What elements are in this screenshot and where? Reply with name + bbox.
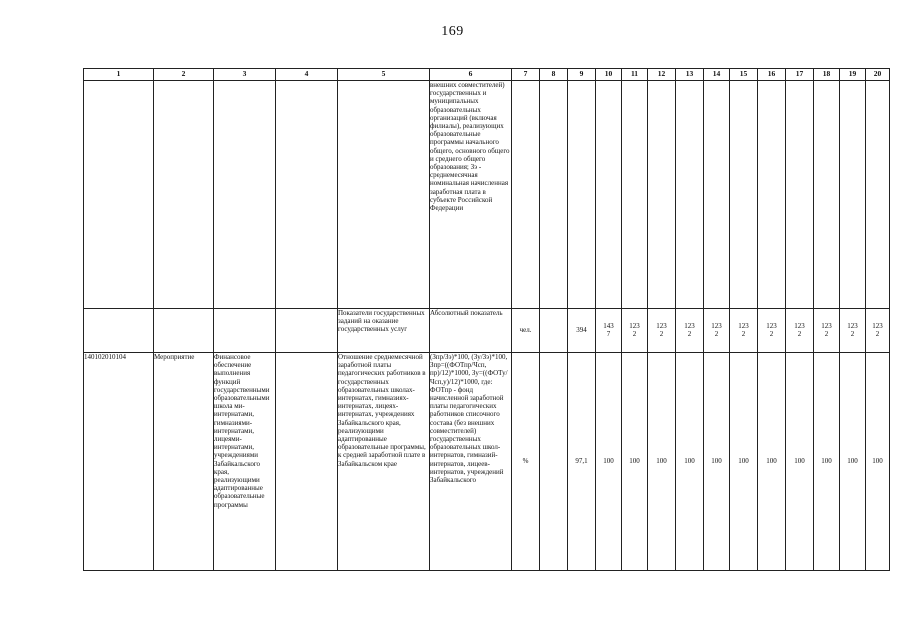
value-bottom: 7 <box>606 330 611 339</box>
value-cell <box>704 309 730 353</box>
value-cell: 100 <box>730 353 758 571</box>
table-cell <box>758 81 786 309</box>
table-cell <box>648 81 676 309</box>
base-value-cell: 97,1 <box>568 353 596 571</box>
table-cell <box>596 81 622 309</box>
value-cell <box>786 309 814 353</box>
table-cell <box>338 81 430 309</box>
value-top: 123 <box>738 322 749 331</box>
value-bottom: 2 <box>714 330 719 339</box>
value-top: 123 <box>711 322 722 331</box>
value-cell <box>676 309 704 353</box>
formula-cell: (Зпр/Зэ)*100, (Зу/Зэ)*100, Зпр=((ФОТпр/Чсп, пр)/12)*1000, Зу=((ФОТу/Чсп,у)/12)*1000, где: ФОТпр - фонд начисленной заработной платы педагогических работников списочного состава (без внешних совместителей) государственных образовательных школ-интернатов, гимназий-интернатов, лицеев-интернатов, учреждений Забайкальского <box>430 353 512 571</box>
table-cell <box>814 81 840 309</box>
header-cell: 1 <box>84 69 154 81</box>
value-bottom: 2 <box>769 330 774 339</box>
header-cell: 19 <box>840 69 866 81</box>
value-bottom: 2 <box>659 330 664 339</box>
value-cell <box>596 309 622 353</box>
value-bottom: 2 <box>875 330 880 339</box>
header-cell: 16 <box>758 69 786 81</box>
header-cell: 18 <box>814 69 840 81</box>
header-cell: 5 <box>338 69 430 81</box>
table-cell <box>676 81 704 309</box>
table-cell <box>512 81 540 309</box>
value-cell: 100 <box>622 353 648 571</box>
value-top: 143 <box>603 322 614 331</box>
code-cell: 140102010104 <box>84 353 154 571</box>
value-cell <box>730 309 758 353</box>
value-bottom: 2 <box>797 330 802 339</box>
value-cell: 100 <box>786 353 814 571</box>
measure-name-cell: Финансовое обеспечение выполнения функций государственными образовательными школа ми-интернатами, гимназиями-интернатами, лицеями-интернатами, учреждениями Забайкальского края, реализующими адаптированные образовательные программы <box>214 353 276 571</box>
header-cell: 20 <box>866 69 890 81</box>
value-cell: 100 <box>814 353 840 571</box>
table-cell <box>568 81 596 309</box>
value-bottom: 2 <box>687 330 692 339</box>
value-cell: 100 <box>676 353 704 571</box>
table-cell <box>840 81 866 309</box>
value-cell <box>866 309 890 353</box>
table-cell <box>84 81 154 309</box>
value-cell <box>648 309 676 353</box>
header-cell: 3 <box>214 69 276 81</box>
formula-continuation-cell: внешних совместителей) государственных и муниципальных образовательных организаций (включая филиалы), реализующих образовательные программы начального общего, основного общего и среднего общего образования; Зэ - среднемесячная номинальная начисленная заработная плата в субъекте Российской Федерации <box>430 81 512 309</box>
value-cell: 100 <box>704 353 730 571</box>
value-top: 123 <box>821 322 832 331</box>
value-cell: 100 <box>866 353 890 571</box>
page-number: 169 <box>441 24 464 39</box>
table-cell <box>154 81 214 309</box>
value-cell <box>758 309 786 353</box>
table-cell <box>730 81 758 309</box>
table-cell <box>214 81 276 309</box>
value-bottom: 2 <box>632 330 637 339</box>
value-bottom: 2 <box>824 330 829 339</box>
value-cell: 100 <box>840 353 866 571</box>
value-cell <box>814 309 840 353</box>
unit-cell: % <box>512 353 540 571</box>
value-top: 123 <box>684 322 695 331</box>
table-cell <box>622 81 648 309</box>
continuation-row <box>84 81 890 309</box>
header-row <box>84 69 890 81</box>
table-cell <box>154 309 214 353</box>
table-cell <box>540 353 568 571</box>
table-cell <box>704 81 730 309</box>
header-cell: 17 <box>786 69 814 81</box>
table-cell <box>540 309 568 353</box>
table-cell <box>276 309 338 353</box>
unit-cell: чел. <box>512 309 540 353</box>
value-bottom: 2 <box>850 330 855 339</box>
value-cell <box>840 309 866 353</box>
type-cell: Мероприятие <box>154 353 214 571</box>
indicator-name-cell: Отношение среднемесячной заработной платы педагогических работников в государственных образовательных школах-интернатах, гимназиях-интернатах, лицеях-интернатах, учреждениях Забайкальского края, реализующими адаптированные образовательные программы, к средней заработной плате в Забайкальском крае <box>338 353 430 571</box>
header-cell: 7 <box>512 69 540 81</box>
table-cell <box>214 309 276 353</box>
value-top: 123 <box>794 322 805 331</box>
measure-row <box>84 353 890 571</box>
value-top: 123 <box>872 322 883 331</box>
indicator-row <box>84 309 890 353</box>
table-cell <box>786 81 814 309</box>
value-cell <box>622 309 648 353</box>
indicator-name-cell: Показатели государственных заданий на оказание государственных услуг <box>338 309 430 353</box>
table-cell <box>866 81 890 309</box>
value-bottom: 2 <box>741 330 746 339</box>
header-cell: 12 <box>648 69 676 81</box>
indicator-type-cell: Абсолютный показатель <box>430 309 512 353</box>
header-cell: 6 <box>430 69 512 81</box>
value-cell: 100 <box>758 353 786 571</box>
table-cell <box>84 309 154 353</box>
header-cell: 11 <box>622 69 648 81</box>
header-cell: 15 <box>730 69 758 81</box>
table-cell <box>276 353 338 571</box>
value-cell: 100 <box>648 353 676 571</box>
value-top: 123 <box>629 322 640 331</box>
header-cell: 8 <box>540 69 568 81</box>
header-cell: 2 <box>154 69 214 81</box>
base-value-cell: 394 <box>568 309 596 353</box>
header-cell: 13 <box>676 69 704 81</box>
header-cell: 4 <box>276 69 338 81</box>
value-cell: 100 <box>596 353 622 571</box>
table-cell <box>276 81 338 309</box>
table-cell <box>540 81 568 309</box>
value-top: 123 <box>656 322 667 331</box>
value-top: 123 <box>847 322 858 331</box>
header-cell: 10 <box>596 69 622 81</box>
header-cell: 9 <box>568 69 596 81</box>
header-cell: 14 <box>704 69 730 81</box>
indicator-table <box>83 68 890 571</box>
value-top: 123 <box>766 322 777 331</box>
